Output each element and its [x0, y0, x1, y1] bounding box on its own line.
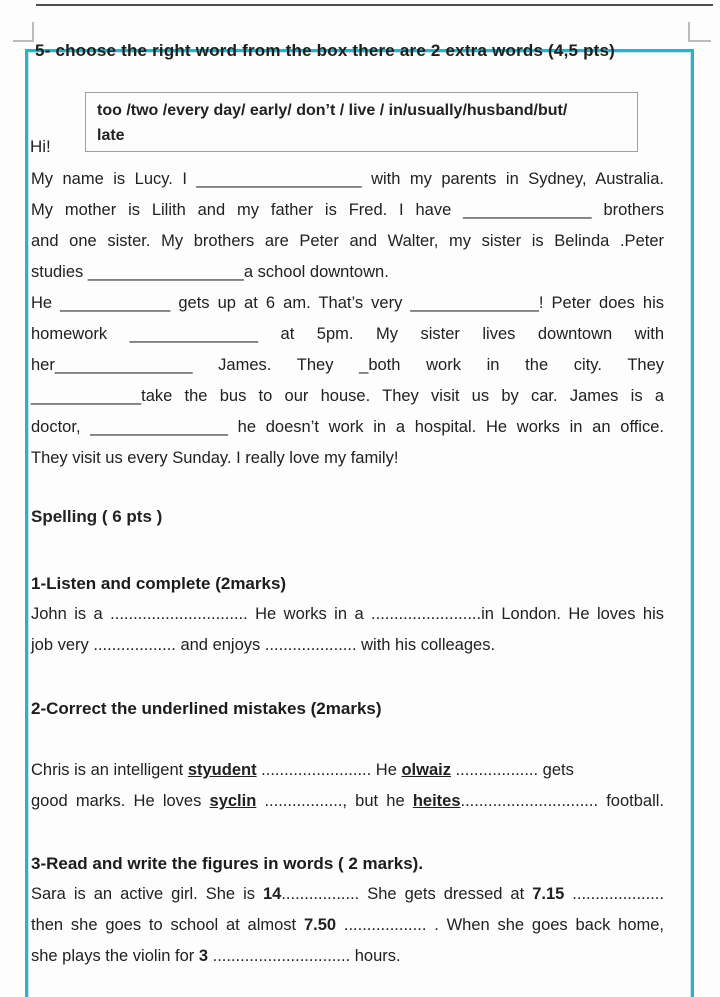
exercise2-correct-mistakes [31, 693, 664, 817]
story-line: doctor, _______________ he doesn’t work in a hospital. He works in an office. [31, 418, 664, 436]
story-line: studies _________________a school downtown. [31, 263, 389, 281]
exercise1-listen-complete [31, 568, 664, 661]
text-segment: then she goes to school at almost [31, 916, 304, 934]
story-line: They visit us every Sunday. I really love my family! [31, 449, 399, 467]
mistake-word-syclin: syclin [209, 792, 257, 810]
page-top-rule [36, 4, 713, 6]
exercise3-heading: 3-Read and write the figures in words ( 2 marks). [31, 854, 424, 873]
story-line: My mother is Lilith and my father is Fred. I have ______________ brothers [31, 201, 664, 219]
story-paragraph [31, 164, 664, 474]
figure-7-15: 7.15 [532, 885, 565, 903]
text-segment: Sara is an active girl. She is [31, 885, 263, 903]
mistake-word-olwaiz: olwaiz [401, 761, 451, 779]
figure-14: 14 [262, 885, 282, 903]
word-bank-line2: late [97, 127, 125, 144]
story-line: homework ______________ at 5pm. My sister lives downtown with [31, 325, 664, 343]
story-line: He ____________ gets up at 6 am. That’s very ______________! Peter does his [31, 294, 664, 312]
word-bank-box [85, 92, 638, 152]
text-segment: she plays the violin for [31, 947, 199, 965]
figure-7-50: 7.50 [303, 916, 337, 934]
spelling-section-heading: Spelling ( 6 pts ) [31, 507, 163, 526]
exercise3-line [31, 941, 664, 972]
exercise1-heading: 1-Listen and complete (2marks) [31, 574, 287, 593]
exercise2-line [31, 755, 664, 786]
exercise1-line: job very .................. and enjoys .................... with his colleages. [31, 636, 496, 654]
exercise3-figures-in-words [31, 848, 664, 972]
text-segment: .............................. hours. [208, 947, 401, 965]
exercise3-line [31, 910, 664, 941]
spacer [31, 724, 664, 755]
story-line: and one sister. My brothers are Peter and Walter, my sister is Belinda .Peter [31, 232, 664, 250]
margin-crop-mark-right [688, 22, 711, 42]
story-line: her_______________ James. They _both work in the city. They [31, 356, 664, 374]
story-line: My name is Lucy. I __________________ with my parents in Sydney, Australia. [31, 170, 664, 188]
margin-crop-mark-left [13, 22, 34, 42]
word-bank-line1: too /two /every day/ early/ don’t / live / in/usually/husband/but/ [97, 102, 568, 119]
exercise2-heading: 2-Correct the underlined mistakes (2marks) [31, 699, 382, 718]
exercise2-line [31, 786, 664, 817]
text-segment: .............................. football. [460, 792, 664, 810]
text-segment: good marks. He loves [31, 792, 210, 810]
text-segment: ................. She gets dressed at [281, 885, 533, 903]
text-segment: ................., but he [256, 792, 413, 810]
figure-3: 3 [198, 947, 209, 965]
text-segment: .................... [564, 885, 664, 903]
mistake-word-styudent: styudent [187, 761, 257, 779]
exercise3-line [31, 879, 664, 910]
greeting-text: Hi! [30, 137, 51, 156]
exercise5-heading: 5- choose the right word from the box there are 2 extra words (4,5 pts) [35, 41, 616, 60]
mistake-word-heites: heites [412, 792, 461, 810]
text-segment: Chris is an intelligent [31, 761, 188, 779]
exercise1-line: John is a .............................. He works in a ........................in London. He loves his [31, 605, 664, 623]
text-segment: .................. gets [450, 761, 574, 779]
story-line: ____________take the bus to our house. They visit us by car. James is a [31, 387, 664, 405]
text-segment: ........................ He [256, 761, 402, 779]
text-segment: .................. . When she goes back home, [336, 916, 665, 934]
